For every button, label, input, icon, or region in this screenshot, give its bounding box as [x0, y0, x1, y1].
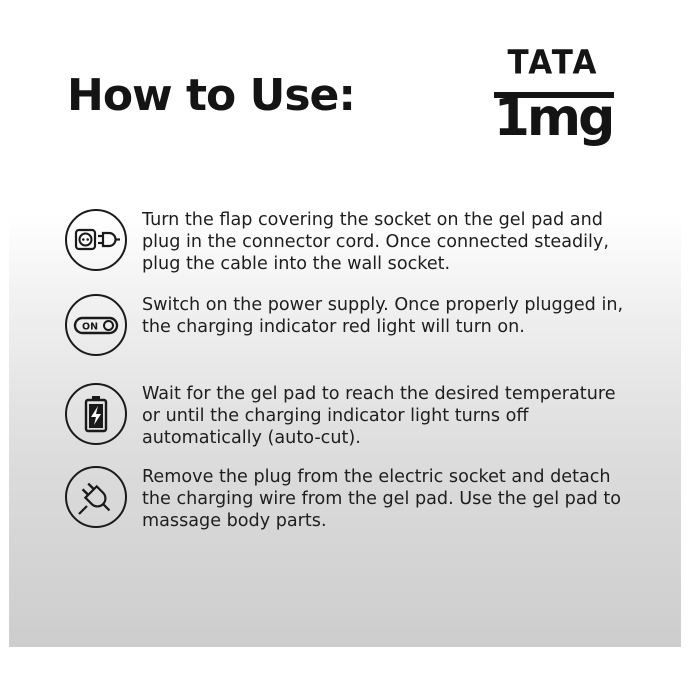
- battery-charging-icon: [65, 383, 127, 445]
- brand-logo: [492, 44, 614, 164]
- logo-wordmark-bottom: 1mg: [493, 88, 613, 148]
- page-title: How to Use:: [67, 70, 355, 121]
- step-2-text: Switch on the power supply. Once properly plugged in, the charging indicator red light will turn on.: [142, 295, 624, 337]
- step-4-text: Remove the plug from the electric socket and detach the charging wire from the gel pad. Use the gel pad to massage body parts.: [142, 467, 622, 531]
- switch-label: ON: [82, 321, 99, 333]
- unplug-icon: [65, 466, 127, 528]
- step-3-text: Wait for the gel pad to reach the desired temperature or until the charging indicator light turns off automatically (auto-cut).: [142, 384, 616, 448]
- power-switch-icon: [65, 294, 127, 356]
- plug-socket-icon: [65, 209, 127, 271]
- logo-wordmark-top: TATA: [507, 44, 599, 82]
- step-1-text: Turn the flap covering the socket on the gel pad and plug in the connector cord. Once connected steadily, plug the cable into the wall socket.: [142, 210, 609, 274]
